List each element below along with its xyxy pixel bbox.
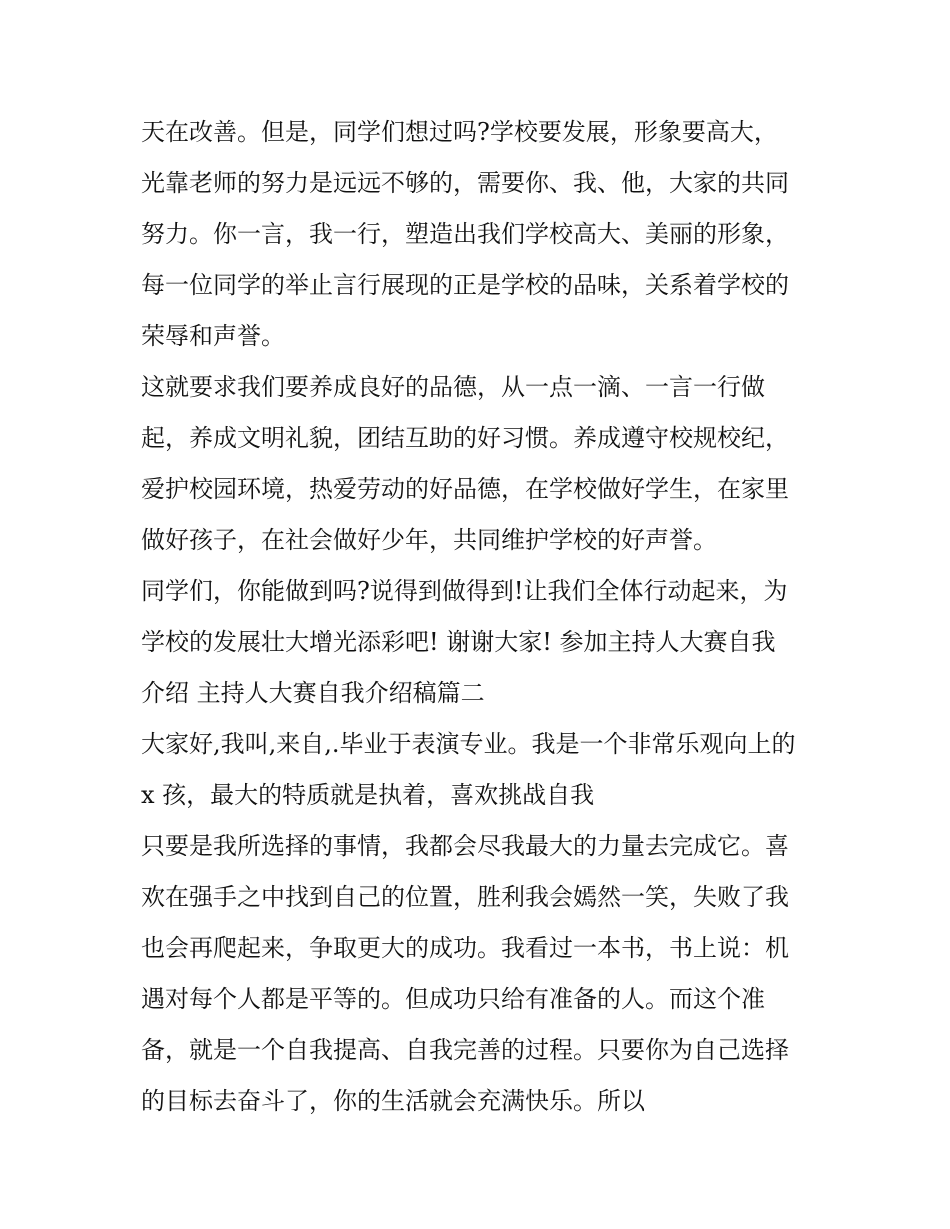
text-line: 做好孩子，在社会做好少年，共同维护学校的好声誉。 xyxy=(141,526,717,554)
text-line: 每一位同学的举止言行展现的正是学校的品味，关系着学校的 xyxy=(141,271,789,299)
text-line: 也会再爬起来，争取更大的成功。我看过一本书，书上说：机 xyxy=(141,934,789,962)
text-line: 天在改善。但是，同学们想过吗?学校要发展，形象要高大， xyxy=(141,118,778,146)
text-line: 遇对每个人都是平等的。但成功只给有准备的人。而这个准 xyxy=(141,985,765,1013)
text-line: 爱护校园环境，热爱劳动的好品德，在学校做好学生，在家里 xyxy=(141,475,789,503)
body-text xyxy=(141,107,821,1127)
text-line: 备，就是一个自我提高、自我完善的过程。只要你为自己选择 xyxy=(141,1036,789,1064)
text-line: 学校的发展壮大增光添彩吧! 谢谢大家! 参加主持人大赛自我 xyxy=(141,628,776,656)
text-line: 的目标去奋斗了，你的生活就会充满快乐。所以 xyxy=(141,1087,645,1115)
text-line: 荣辱和声誉。 xyxy=(141,322,285,350)
text-line: x 孩，最大的特质就是执着，喜欢挑战自我 xyxy=(141,781,595,809)
text-line: 这就要求我们要养成良好的品德，从一点一滴、一言一行做 xyxy=(141,373,765,401)
text-line: 介绍 主持人大赛自我介绍稿篇二 xyxy=(141,679,485,707)
text-line: 起，养成文明礼貌，团结互助的好习惯。养成遵守校规校纪， xyxy=(141,424,789,452)
text-line: 只要是我所选择的事情，我都会尽我最大的力量去完成它。喜 xyxy=(141,832,789,860)
text-line: 同学们，你能做到吗?说得到做得到!让我们全体行动起来，为 xyxy=(141,577,788,605)
text-line: 光靠老师的努力是远远不够的，需要你、我、他，大家的共同 xyxy=(141,169,789,197)
text-line: 欢在强手之中找到自己的位置，胜利我会嫣然一笑，失败了我 xyxy=(141,883,789,911)
text-line: 大家好,我叫,来自,.毕业于表演专业。我是一个非常乐观向上的 xyxy=(141,730,796,758)
text-line: 努力。你一言，我一行，塑造出我们学校高大、美丽的形象， xyxy=(141,220,789,248)
